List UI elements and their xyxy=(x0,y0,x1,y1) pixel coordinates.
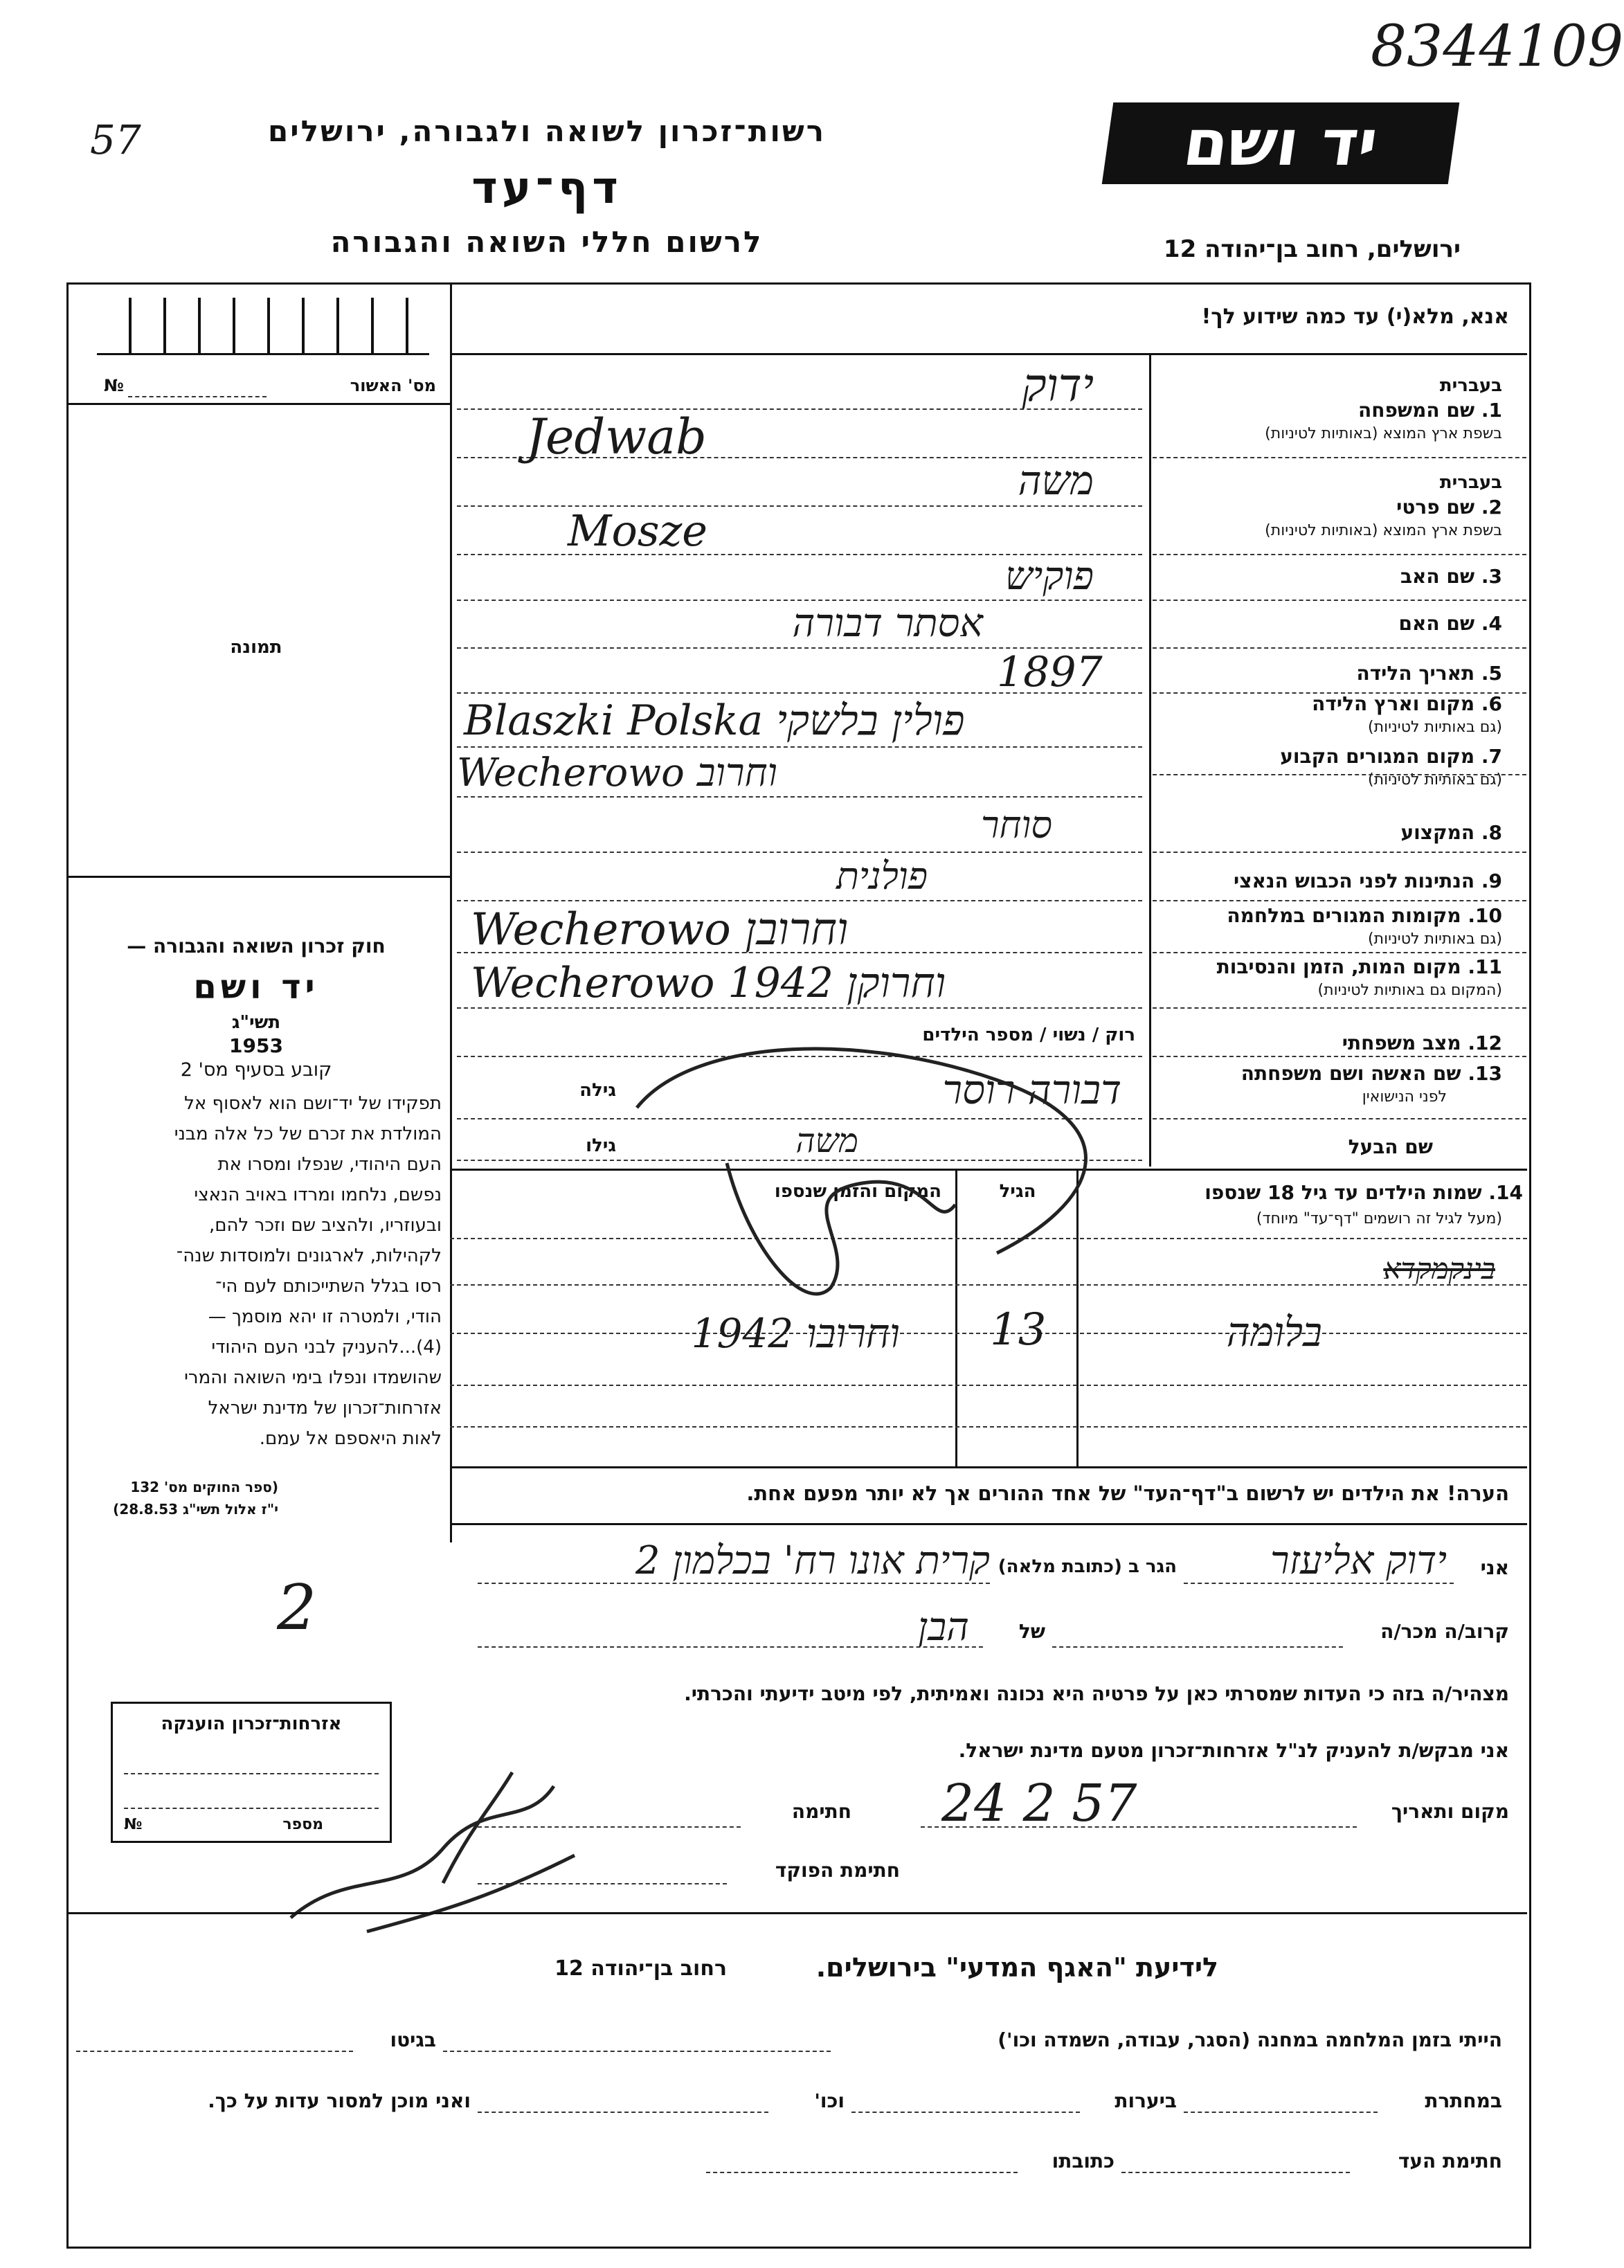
law-text-line: המולדת את זכרם של כל אלה מבני xyxy=(174,1124,442,1144)
field-1-sub: בשפת ארץ המוצא (באותיות לטיניות) xyxy=(1265,425,1502,442)
law-text-line: העם היהודי, שנפלו ומסרו את xyxy=(217,1154,442,1175)
label-separator xyxy=(1153,774,1526,775)
footer-address: רחוב בן־יהודה 12 xyxy=(554,1956,727,1981)
instructions-divider xyxy=(450,353,1527,355)
declarant-label: אני xyxy=(1480,1556,1509,1579)
declarant-name-value[interactable]: ידוק אליעזר xyxy=(1270,1538,1447,1583)
birth-date-value[interactable]: 1897 xyxy=(997,648,1103,696)
value-line xyxy=(457,1007,1142,1009)
header-address: ירושלים, רחוב בן־יהודה 12 xyxy=(1163,235,1461,263)
approval-ticks xyxy=(97,298,429,355)
field-5-text: תאריך הלידה xyxy=(1356,662,1475,685)
given-name-hebrew-value[interactable]: משה xyxy=(1018,457,1094,504)
field-7-num: 7. xyxy=(1481,745,1502,768)
resides-label: הגר ב (כתובת מלאה) xyxy=(998,1556,1177,1577)
footer-line-1-a: הייתי בזמן המלחמה במחנה (הסגר, עבודה, השמדה וכו') xyxy=(998,2028,1502,2051)
field-9-num: 9. xyxy=(1481,870,1502,892)
field-3-text: שם האב xyxy=(1400,565,1475,588)
footer-witness-line xyxy=(1121,2172,1350,2173)
value-line xyxy=(457,900,1142,901)
note-top xyxy=(450,1466,1527,1468)
footer-line-2-c: וכו' xyxy=(814,2089,845,2112)
left-panel-divider xyxy=(450,282,452,1542)
children-col-age: הגיל xyxy=(999,1181,1036,1202)
field-13-text: שם האשה ושם משפחתה xyxy=(1240,1062,1461,1085)
field-10-num: 10. xyxy=(1468,904,1502,927)
field-12-num: 12. xyxy=(1468,1032,1502,1054)
label-separator xyxy=(1153,457,1526,458)
address-line xyxy=(478,1583,990,1584)
field-13-sub: לפני הנישואין xyxy=(1362,1088,1447,1106)
address-value[interactable]: קרית אונו רח' בכלמון 2 xyxy=(635,1538,990,1583)
residence-value[interactable]: Wecherowo וחרוב xyxy=(457,750,777,795)
footer-line-3-a: חתימת העד xyxy=(1398,2150,1502,2172)
children-crossed-entry[interactable]: בינקמקדא xyxy=(1383,1252,1495,1286)
occupation-value[interactable]: סוחר xyxy=(980,803,1052,847)
field-10-sub: (גם באותיות לטיניות) xyxy=(1368,930,1502,948)
footer-title: לידיעת "האגף המדעי" בירושלים. xyxy=(815,1952,1218,1983)
of-label: של xyxy=(1018,1620,1045,1643)
field-2-label xyxy=(1153,496,1502,519)
footer-ghetto-line xyxy=(76,2051,353,2052)
field-1-text: שם המשפחה xyxy=(1358,399,1475,422)
note-bottom xyxy=(450,1523,1527,1525)
field-11-label xyxy=(1153,955,1502,978)
field-8-text: המקצוע xyxy=(1400,821,1475,844)
stamp-stroke xyxy=(637,1049,1085,1294)
law-reference-2: י"ז אלול תשי"ג 28.8.53) xyxy=(113,1501,278,1518)
law-reference-1: (ספר החוקים מס' 132 xyxy=(130,1479,278,1495)
value-line xyxy=(457,796,1142,798)
citizenship-box-title: אזרחות־זכרון הוענקה xyxy=(161,1713,342,1734)
signature-drawing xyxy=(263,1745,748,1952)
field-12-text: מצב משפחתי xyxy=(1342,1032,1461,1054)
children-sub: (מעל לגיל זה רושמים "דף־עד" מיוחד) xyxy=(1256,1210,1502,1227)
form-subtitle: לרשום חללי השואה והגבורה xyxy=(330,225,764,259)
instructions: אנא, מלא(י) עד כמה שידוע לך! xyxy=(1201,305,1509,329)
children-col-place: המקום והזמן שנספו xyxy=(774,1181,941,1202)
child-name-value[interactable]: בלומה xyxy=(1226,1308,1322,1356)
declarant-line xyxy=(1184,1583,1454,1584)
field-6-label xyxy=(1153,692,1502,715)
child-age-value[interactable]: 13 xyxy=(990,1304,1047,1356)
footer-camp-line xyxy=(443,2051,831,2052)
field-10-text: מקומות המגורים במלחמה xyxy=(1227,904,1461,927)
declaration-statement: מצהיר/ה בזה כי העדות שמסרתי כאן על פרטיה היא נכונה ואמיתית, לפי מיטב ידיעתי והכרתי. xyxy=(684,1682,1509,1705)
value-line xyxy=(457,505,1142,507)
signature-label: חתימה xyxy=(791,1800,851,1823)
place-date-label: מקום ותאריך xyxy=(1391,1800,1509,1823)
field-3-label xyxy=(1153,565,1502,588)
wife-age-label: גילה xyxy=(579,1080,616,1101)
field-1-label xyxy=(1153,399,1502,422)
children-row-line xyxy=(450,1385,1527,1386)
label-separator xyxy=(1153,600,1526,601)
place-date-line xyxy=(921,1826,1357,1828)
field-9-text: הנתינות לפני הכבוש הנאצי xyxy=(1234,870,1475,892)
footer-line-1-b: בגיטו xyxy=(390,2028,436,2051)
relative-line xyxy=(1052,1646,1343,1648)
law-text-line: הודי, ולמטרה זו יהא מוסמך — xyxy=(208,1306,442,1327)
law-text-line: לאות היאספם אל עמם. xyxy=(259,1428,442,1449)
field-4-num: 4. xyxy=(1481,612,1502,635)
law-year-heb: תשי"ג xyxy=(231,1012,281,1033)
nationality-value[interactable]: פולנית xyxy=(836,854,928,898)
approval-no-symbol: № xyxy=(104,376,124,395)
field-husband-label: שם הבעל xyxy=(1348,1135,1433,1158)
law-text-line: ובעוזריו, ולהציב שם וזכר להם, xyxy=(209,1215,442,1236)
footer-forests-line xyxy=(851,2112,1080,2113)
officer-signature-label: חתימת הפוקד xyxy=(775,1859,900,1882)
address-number-scribble: 2 xyxy=(277,1572,317,1644)
field-11-text: מקום המות, הזמן והנסיבות xyxy=(1216,955,1461,978)
law-year: 1953 xyxy=(229,1034,283,1057)
field-9-label xyxy=(1153,870,1502,892)
law-clause: קובע בסעיף מס' 2 xyxy=(180,1059,332,1081)
footer-line-2-a: במחתרת xyxy=(1425,2089,1502,2112)
field-7-text: מקום המגורים הקבוע xyxy=(1280,745,1475,768)
field-5-num: 5. xyxy=(1481,662,1502,685)
value-line xyxy=(457,746,1142,748)
label-separator xyxy=(1153,900,1526,901)
field-2-num: 2. xyxy=(1481,496,1502,519)
field-8-label xyxy=(1153,821,1502,844)
field-7-sub: (גם באותיות לטיניות) xyxy=(1368,771,1502,789)
labels-divider xyxy=(1149,353,1151,1167)
children-row-line xyxy=(450,1426,1527,1428)
law-text-line: לקהילות, לארגונים ולמוסדות שנה־ xyxy=(176,1245,442,1266)
field-5-label xyxy=(1153,662,1502,685)
field-2-text: שם פרטי xyxy=(1396,496,1475,519)
citizenship-request: אני מבקש/ת להעניק לנ"ל אזרחות־זכרון מטעם מדינת ישראל. xyxy=(958,1739,1509,1762)
husband-age-label: גילו xyxy=(586,1135,616,1156)
field-6-text: מקום וארץ הלידה xyxy=(1312,692,1475,715)
field-2-heb-label: בעברית xyxy=(1439,472,1502,493)
field-7-label xyxy=(1153,745,1502,768)
husband-name-value[interactable]: משה xyxy=(795,1122,858,1160)
file-number: 8344109 xyxy=(1371,14,1624,80)
field-1-heb-label: בעברית xyxy=(1439,375,1502,396)
label-separator xyxy=(1153,952,1526,953)
footer-underground-line xyxy=(1184,2112,1378,2113)
law-text-line: תפקידו של יד־ושם הוא לאסוף אל xyxy=(184,1093,442,1114)
relation-line xyxy=(478,1646,983,1648)
form-title: דף־עד xyxy=(471,163,622,214)
death-place-value[interactable]: Wecherowo וחרוקן 1942 xyxy=(471,959,946,1007)
field-12-label xyxy=(1153,1032,1502,1054)
label-separator xyxy=(1153,554,1526,555)
institution-name: רשות־זכרון לשואה ולגבורה, ירושלים xyxy=(267,114,827,148)
field-11-num: 11. xyxy=(1468,955,1502,978)
given-name-latin-value[interactable]: Mosze xyxy=(568,505,707,556)
label-separator xyxy=(1153,1007,1526,1009)
children-label xyxy=(1087,1181,1523,1204)
mother-name-value[interactable]: אסתר דבורה xyxy=(792,601,983,646)
footer-line-3-b: כתובתו xyxy=(1052,2150,1115,2172)
law-name: יד ושם xyxy=(193,968,319,1007)
law-text-line: (4)...להעניק לבני העם היהודי xyxy=(211,1337,442,1358)
note-text: הערה! את הילדים יש לרשום ב"דף־העד" של אחד ההורים אך לא יותר מפעם אחת. xyxy=(746,1482,1509,1505)
signature-stroke xyxy=(291,1772,575,1932)
footer-line-2-b: ביערות xyxy=(1115,2089,1177,2112)
label-separator xyxy=(1153,852,1526,853)
citizenship-no-symbol: № xyxy=(124,1816,143,1833)
surname-latin-value[interactable]: Jedwab xyxy=(526,408,707,465)
footer-top xyxy=(66,1912,1527,1914)
yad-vashem-logo xyxy=(1102,102,1460,184)
field-6-num: 6. xyxy=(1481,692,1502,715)
field-11-sub: (המקום גם באותיות לטיניות) xyxy=(1317,982,1502,999)
field-10-label xyxy=(1153,904,1502,927)
field-6-sub: (גם באותיות לטיניות) xyxy=(1368,719,1502,736)
approval-divider xyxy=(66,403,450,405)
place-date-value[interactable]: 24 2 57 xyxy=(941,1774,1137,1833)
field-4-text: שם האם xyxy=(1398,612,1475,635)
law-text-line: אזרחות־זכרון של מדינת ישראל xyxy=(208,1398,442,1419)
label-separator xyxy=(1153,647,1526,649)
footer-line-2-d: ואני מוכן למסור עדות על כך. xyxy=(208,2089,471,2112)
children-num: 14. xyxy=(1488,1181,1523,1204)
law-title: חוק זכרון השואה והגבורה — xyxy=(127,935,386,957)
field-13-label xyxy=(1153,1062,1502,1085)
photo-divider xyxy=(66,876,450,878)
child-place-value[interactable]: וחרובו 1942 xyxy=(691,1310,900,1357)
relation-value[interactable]: הבן xyxy=(917,1605,969,1650)
footer-address-line xyxy=(706,2172,1018,2173)
label-separator xyxy=(1153,1056,1526,1057)
label-separator xyxy=(1153,692,1526,694)
field-1-num: 1. xyxy=(1481,399,1502,422)
field-13-num: 13. xyxy=(1468,1062,1502,1085)
value-line xyxy=(457,852,1142,853)
label-separator xyxy=(1153,1118,1526,1119)
family-status-options: רוק / נשוי / מספר הילדים xyxy=(922,1025,1135,1045)
stamp-scribble xyxy=(609,1025,1108,1343)
logo-text: יד ושם xyxy=(1179,106,1382,180)
field-4-label xyxy=(1153,612,1502,635)
birth-place-value[interactable]: Blaszki Polska פולין בלשקי xyxy=(464,696,965,745)
law-text-line: נפשם, נלחמו ומרדו באויב הנאצי xyxy=(194,1185,442,1205)
field-8-num: 8. xyxy=(1481,821,1502,844)
page-marker: 57 xyxy=(90,116,141,163)
law-text-line: רסו בגלל השתייכותם לעם הי־ xyxy=(215,1276,442,1297)
wartime-residence-value[interactable]: Wecherowo וחרובן xyxy=(471,904,849,955)
relative-label: קרוב/ה מכר/ה xyxy=(1380,1620,1509,1643)
field-2-sub: בשפת ארץ המוצא (באותיות לטיניות) xyxy=(1265,522,1502,539)
photo-label: תמונה xyxy=(230,637,282,658)
law-text-line: שהושמדו ונפלו בימי השואה והמרי xyxy=(184,1367,442,1388)
approval-no-line xyxy=(128,396,267,397)
citizenship-no-label: מספר xyxy=(282,1816,323,1833)
children-text: שמות הילדים עד גיל 18 שנספו xyxy=(1205,1181,1482,1204)
wife-name-value[interactable]: דבורה רוסר xyxy=(942,1066,1121,1113)
surname-hebrew-value[interactable]: ידוק xyxy=(1022,359,1094,412)
father-name-value[interactable]: פוקיש xyxy=(1005,554,1094,599)
footer-etc-line xyxy=(478,2112,768,2113)
law-text xyxy=(78,1088,442,1454)
field-3-num: 3. xyxy=(1481,565,1502,588)
approval-no-label: מס' האשור xyxy=(350,376,436,395)
